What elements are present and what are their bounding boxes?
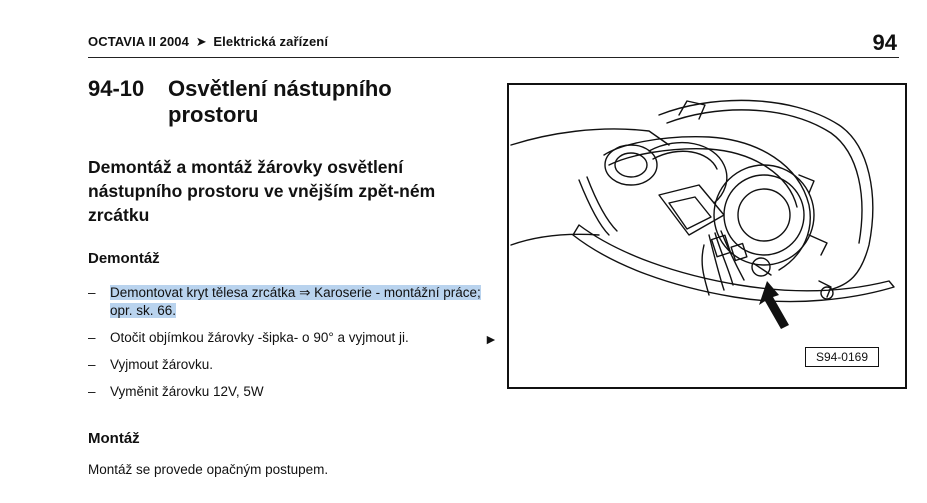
demontaz-heading: Demontáž <box>88 250 160 267</box>
page-number: 94 <box>872 30 897 55</box>
step-dash: – <box>88 357 96 372</box>
montaz-heading: Montáž <box>88 430 140 447</box>
header-section: Elektrická zařízení <box>213 34 329 49</box>
step-3-text: Vyjmout žárovku. <box>110 357 214 372</box>
header-rule <box>88 57 899 58</box>
header-model: OCTAVIA II 2004 <box>88 34 189 49</box>
title-line2: prostoru <box>168 102 259 127</box>
page-title <box>88 76 392 128</box>
step-dash: – <box>88 285 96 300</box>
mirror-drawing <box>509 85 907 389</box>
step-1 <box>88 284 483 320</box>
figure-pointer-icon: ► <box>484 331 498 347</box>
subtitle: Demontáž a montáž žárovky osvětlení nástupního prostoru ve vnějším zpět-ném zrcátku <box>88 157 436 225</box>
step-dash: – <box>88 330 96 345</box>
header-arrow-icon: ➤ <box>195 34 207 49</box>
mirror-illustration <box>507 83 907 389</box>
figure-label: S94-0169 <box>805 347 879 367</box>
running-header <box>88 34 328 50</box>
step-2 <box>88 329 483 347</box>
title-line1: Osvětlení nástupního <box>168 76 392 101</box>
title-number: 94-10 <box>88 76 145 101</box>
step-4-text: Vyměnit žárovku 12V, 5W <box>110 384 264 399</box>
montaz-text: Montáž se provede opačným postupem. <box>88 462 329 477</box>
step-2-text: Otočit objímkou žárovky -šipka- o 90° a vyjmout ji. <box>110 330 409 345</box>
step-4 <box>88 383 483 401</box>
step-1-text[interactable]: Demontovat kryt tělesa zrcátka ⇒ Karoserie - montážní práce; opr. sk. 66. <box>110 285 481 318</box>
step-dash: – <box>88 384 96 399</box>
demontaz-steps <box>88 284 483 410</box>
step-3 <box>88 356 483 374</box>
